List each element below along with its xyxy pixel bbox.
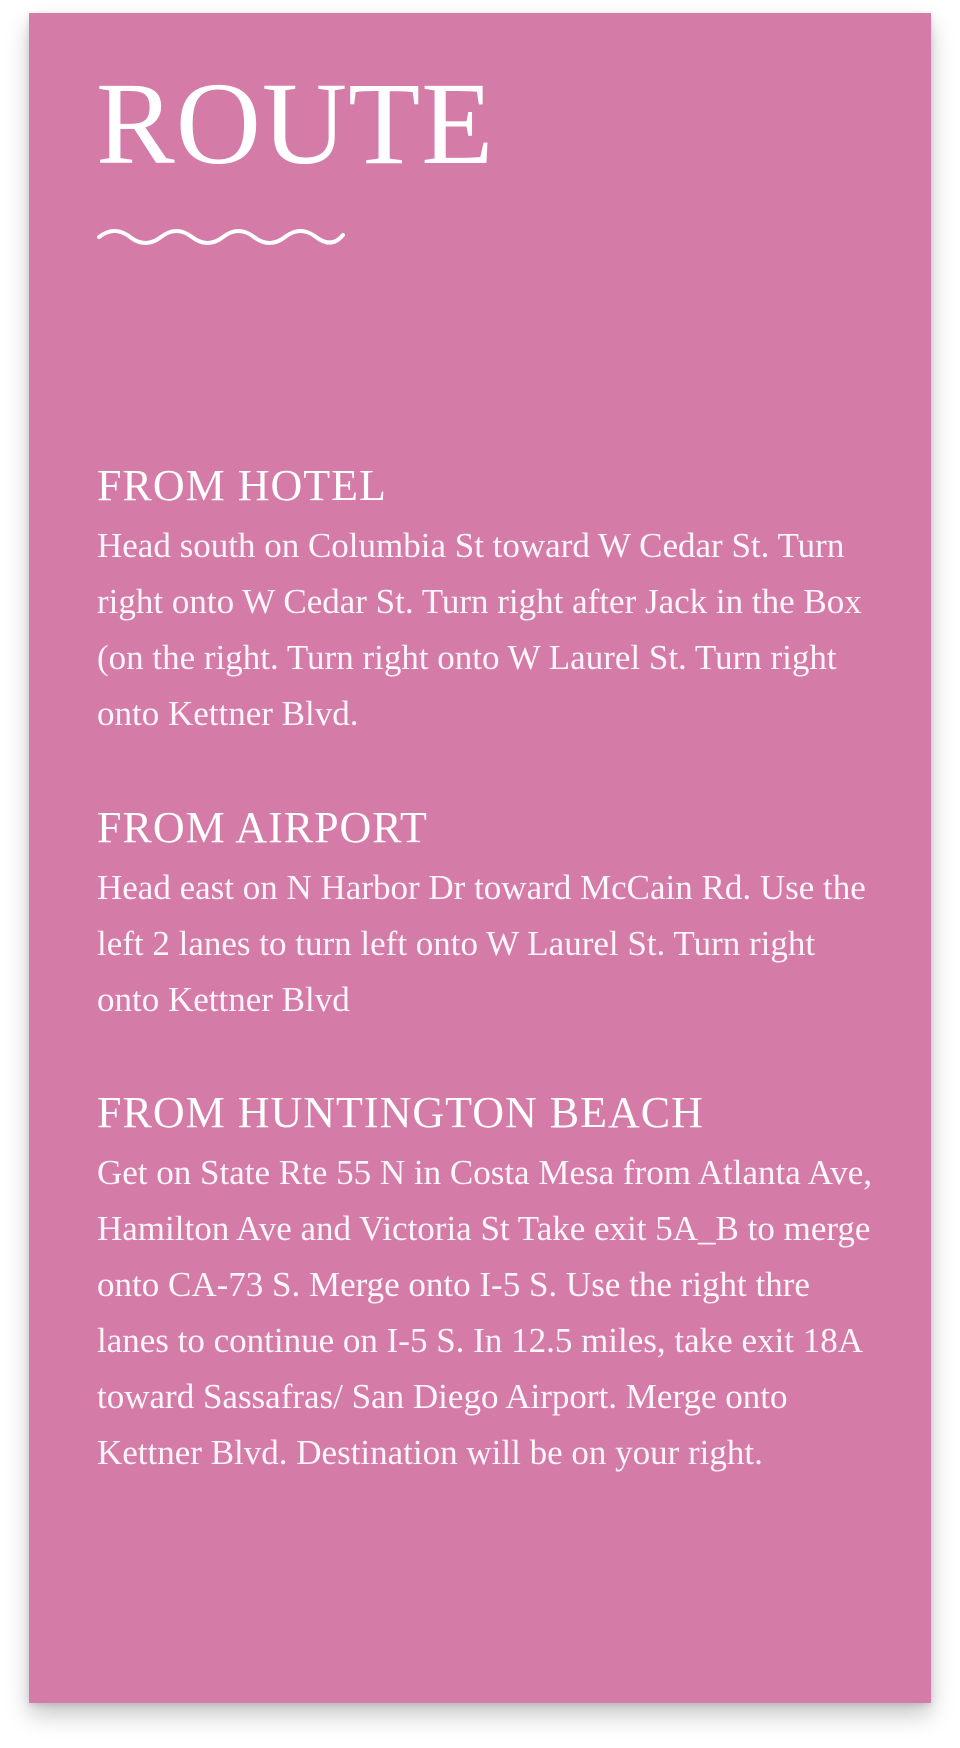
section-heading: FROM AIRPORT: [97, 803, 428, 852]
section-text: Get on State Rte 55 N in Costa Mesa from Atlanta Ave, Hamilton Ave and Victoria St Take exit 5A_B to merge onto CA-73 S. Merge onto I-5 S. Use the right thre lanes to continue on I-5 S. In 12.5 miles, take exit 18A toward Sassafras/ San Diego Airport. Merge onto Kettner Blvd. Destination will be on your right.: [97, 1152, 873, 1472]
route-card: [29, 13, 931, 1703]
section-from-huntington-beach: [97, 1088, 897, 1481]
section-heading: FROM HOTEL: [97, 461, 387, 510]
page-title: ROUTE: [96, 58, 495, 189]
wave-divider-icon: [97, 223, 345, 251]
section-text: Head south on Columbia St toward W Cedar St. Turn right onto W Cedar St. Turn right after Jack in the Box (on the right. Turn right onto W Laurel St. Turn right onto Kettner Blvd.: [97, 525, 862, 733]
section-heading: FROM HUNTINGTON BEACH: [97, 1088, 704, 1137]
section-text: Head east on N Harbor Dr toward McCain Rd. Use the left 2 lanes to turn left onto W Laurel St. Turn right onto Kettner Blvd: [97, 867, 866, 1019]
section-from-hotel: [97, 461, 897, 742]
section-from-airport: [97, 803, 897, 1028]
